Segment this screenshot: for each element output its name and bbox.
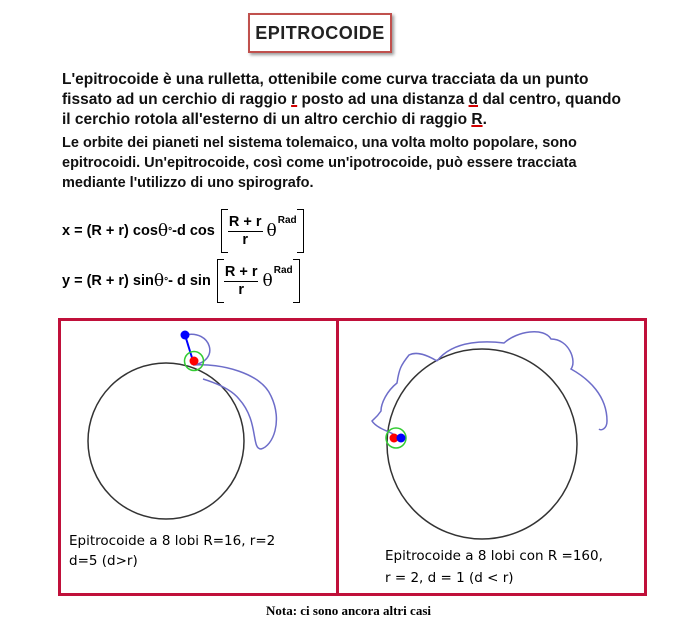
definition-r: r — [291, 91, 298, 108]
caption-left-line1: Epitrocoide a 8 lobi R=16, r=2 — [69, 533, 276, 549]
center-point-left — [190, 357, 199, 366]
tracing-point-right — [397, 434, 406, 443]
definition-R: R — [471, 111, 483, 128]
caption-left-line2: d=5 (d>r) — [69, 553, 138, 569]
tracing-point-left — [181, 331, 190, 340]
formula-x-denominator: r — [242, 231, 248, 248]
formula-y-theta: θ — [153, 271, 165, 291]
epitrochoid-curve-left — [185, 334, 276, 449]
formula-y-mid: - d sin — [168, 273, 211, 289]
formula-x-rad: Rad — [277, 215, 297, 226]
panel-left — [58, 318, 339, 596]
formula-y-denominator: r — [238, 281, 244, 298]
formula-y-lhs: y = (R + r) sin — [62, 273, 154, 289]
epitrochoid-curve-right — [372, 332, 607, 435]
formula-x-mid: -d cos — [172, 223, 215, 239]
definition-d: d — [468, 91, 479, 108]
formula-x-lhs: x = (R + r) cos — [62, 223, 158, 239]
definition-part1: L'epitrocoide è una rulletta, ottenibile come curva tracciata da un punto fissato ad un cerchio di raggio — [62, 71, 589, 108]
caption-right-line2: r = 2, d = 1 (d < r) — [385, 570, 514, 586]
definition-part2: posto ad una distanza — [297, 91, 469, 108]
definition-part3: dal centro, quando il cerchio rotola all'esterno di un altro cerchio di raggio — [62, 91, 621, 128]
formula-x-theta: θ — [157, 221, 169, 241]
definition-paragraph — [62, 70, 622, 130]
formula-y-bracket — [217, 259, 300, 303]
panel-right — [336, 318, 647, 596]
formula-y-numerator: R + r — [224, 263, 258, 280]
formula-y-deg: ° — [164, 275, 169, 287]
formula-y-fraction — [224, 264, 259, 299]
formula-x — [62, 209, 304, 253]
formula-y — [62, 259, 300, 303]
formula-x-bracket — [221, 209, 304, 253]
description-paragraph: Le orbite dei pianeti nel sistema tolemaico, una volta molto popolare, sono epitrocoidi. Un'epitrocoide, così come un'ipotrocoide, può essere tracciata mediante l'utilizzo di uno spirografo. — [62, 135, 577, 191]
formula-x-numerator: R + r — [228, 213, 262, 230]
formula-y-theta2: θ — [262, 271, 273, 291]
caption-right-line1: Epitrocoide a 8 lobi con R =160, — [385, 548, 603, 564]
footer-note: Nota: ci sono ancora altri casi — [265, 603, 431, 618]
formula-x-deg: ° — [168, 225, 173, 237]
formula-x-theta2: θ — [266, 221, 277, 241]
definition-part4: . — [482, 111, 487, 128]
fixed-circle-right — [387, 349, 577, 539]
page-title: EPITROCOIDE — [248, 13, 392, 53]
formula-y-rad: Rad — [273, 265, 293, 276]
formula-x-fraction — [228, 214, 263, 249]
